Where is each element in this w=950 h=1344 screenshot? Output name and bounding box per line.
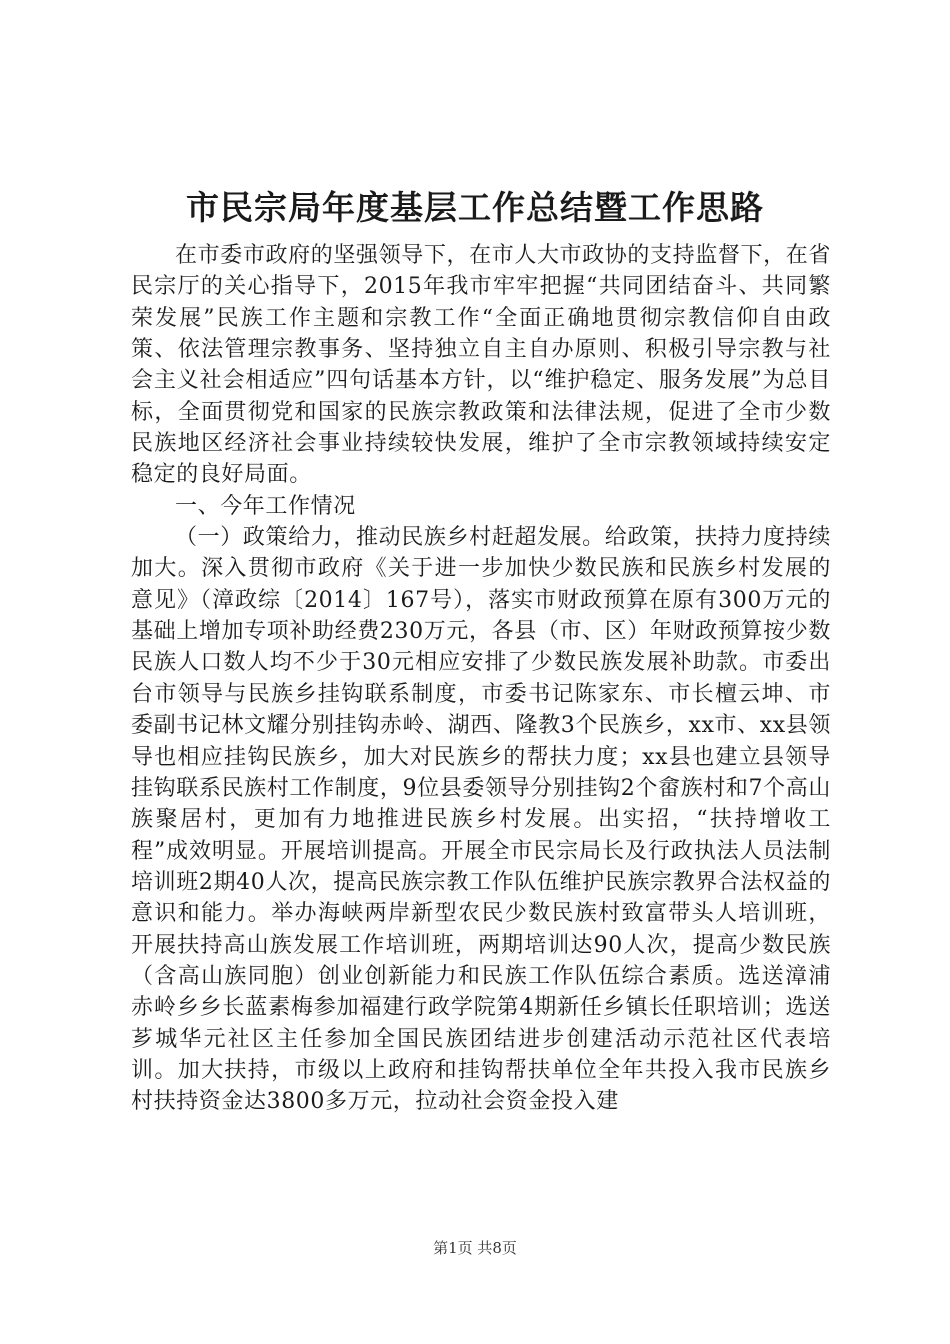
page-number: 第1页 共8页 [433,1239,517,1257]
section-heading: 一、今年工作情况 [175,493,356,519]
document-title: 市民宗局年度基层工作总结暨工作思路 [186,188,764,227]
document-body [131,240,831,1118]
intro-paragraph: 在市委市政府的坚强领导下，在市人大市政协的支持监督下，在省民宗厅的关心指导下，2015年我市牢牢把握“共同团结奋斗、共同繁荣发展”民族工作主题和宗教工作“全面正确地贯彻宗教信仰自由政策、依法管理宗教事务、坚持独立自主自办原则、积极引导宗教与社会主义社会相适应”四句话基本方针，以“维护稳定、服务发展”为总目标，全面贯彻党和国家的民族宗教政策和法律法规，促进了全市少数民族地区经济社会事业持续较快发展，维护了全市宗教领域持续安定稳定的良好局面。 [131,243,831,488]
policy-paragraph: （一）政策给力，推动民族乡村赶超发展。给政策，扶持力度持续加大。深入贯彻市政府《关于进一步加快少数民族和民族乡村发展的意见》（漳政综〔2014〕167号），落实市财政预算在原有300万元的基础上增加专项补助经费230万元，各县（市、区）年财政预算按少数民族人口数人均不少于30元相应安排了少数民族发展补助款。市委出台市领导与民族乡挂钩联系制度，市委书记陈家东、市长檀云坤、市委副书记林文耀分别挂钩赤岭、湖西、隆教3个民族乡，xx市、xx县领导也相应挂钩民族乡，加大对民族乡的帮扶力度；xx县也建立县领导挂钩联系民族村工作制度，9位县委领导分别挂钩2个畲族村和7个高山族聚居村，更加有力地推进民族乡村发展。出实招，“扶持增收工程”成效明显。开展培训提高。开展全市民宗局长及行政执法人员法制培训班2期40人次，提高民族宗教工作队伍维护民族宗教界合法权益的意识和能力。举办海峡两岸新型农民少数民族村致富带头人培训班，开展扶持高山族发展工作培训班，两期培训达90人次，提高少数民族（含高山族同胞）创业创新能力和民族工作队伍综合素质。选送漳浦赤岭乡乡长蓝素梅参加福建行政学院第4期新任乡镇长任职培训；选送芗城华元社区主任参加全国民族团结进步创建活动示范社区代表培训。加大扶持，市级以上政府和挂钩帮扶单位全年共投入我市民族乡村扶持资金达3800多万元，拉动社会资金投入建 [131,525,831,1115]
